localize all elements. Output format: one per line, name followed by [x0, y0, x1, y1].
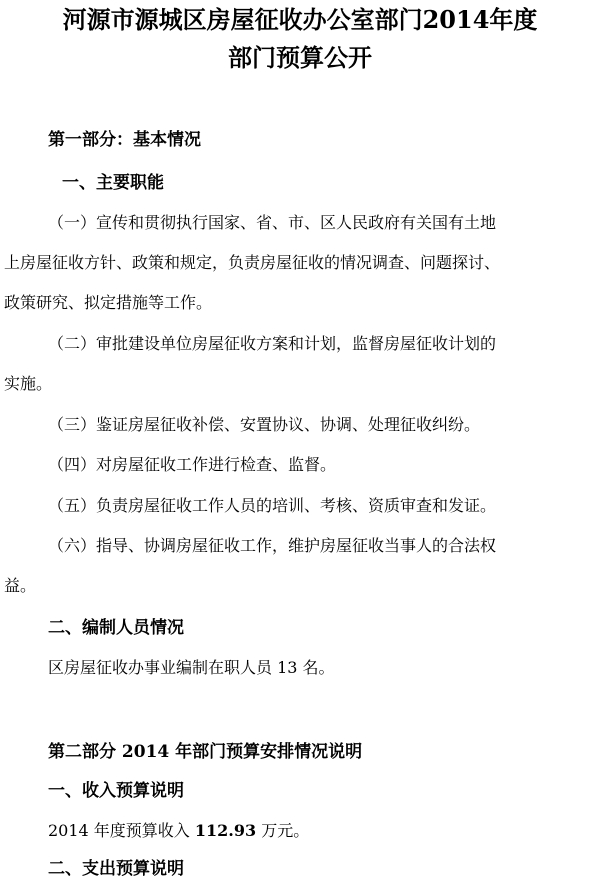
function-item-6-line1: （六）指导、协调房屋征收工作，维护房屋征收当事人的合法权: [48, 536, 497, 555]
function-item-3: （三）鉴证房屋征收补偿、安置协议、协调、处理征收纠纷。: [48, 415, 481, 434]
part1-heading: 第一部分：基本情况: [48, 130, 201, 150]
income-text-suffix: 万元。: [256, 821, 310, 840]
section-main-functions-heading: 一、主要职能: [62, 173, 164, 193]
staffing-text: 区房屋征收办事业编制在职人员 13 名。: [48, 658, 335, 677]
function-item-2-line2: 实施。: [4, 374, 53, 393]
document-title-line1: 河源市源城区房屋征收办公室部门2014年度: [62, 5, 538, 34]
document-title-line2: 部门预算公开: [228, 43, 372, 72]
function-item-1-line3: 政策研究、拟定措施等工作。: [4, 293, 213, 312]
section-income-heading: 一、收入预算说明: [48, 781, 184, 801]
function-item-6-line2: 益。: [4, 576, 37, 595]
income-text-prefix: 2014 年度预算收入: [48, 821, 195, 840]
income-amount: 112.93: [194, 821, 257, 840]
function-item-5: （五）负责房屋征收工作人员的培训、考核、资质审查和发证。: [48, 496, 497, 515]
income-text: [48, 820, 309, 842]
part2-heading: 第二部分 2014 年部门预算安排情况说明: [48, 742, 363, 762]
section-expenditure-heading: 二、支出预算说明: [48, 859, 184, 879]
function-item-1-line1: （一）宣传和贯彻执行国家、省、市、区人民政府有关国有土地: [48, 213, 497, 232]
function-item-2-line1: （二）审批建设单位房屋征收方案和计划，监督房屋征收计划的: [48, 334, 497, 353]
section-staffing-heading: 二、编制人员情况: [48, 618, 184, 638]
function-item-1-line2: 上房屋征收方针、政策和规定，负责房屋征收的情况调查、问题探讨、: [4, 253, 501, 272]
function-item-4: （四）对房屋征收工作进行检查、监督。: [48, 455, 337, 474]
